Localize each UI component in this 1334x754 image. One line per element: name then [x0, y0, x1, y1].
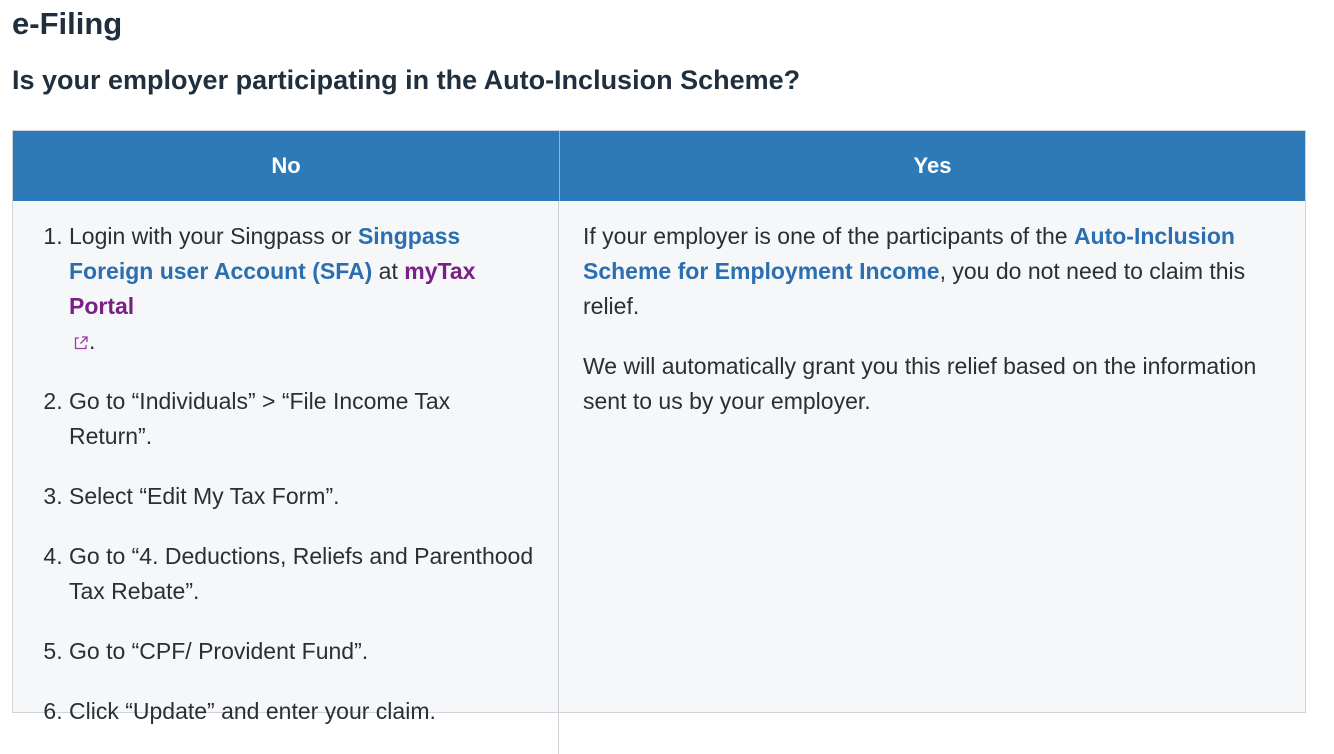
table-header-row — [13, 131, 1305, 201]
step-3: 3. Select “Edit My Tax Form”. — [69, 479, 538, 514]
yes-column — [559, 201, 1305, 754]
singpass-sfa-link[interactable]: Singpass Foreign user Account (SFA) — [69, 223, 461, 284]
mytax-portal-link[interactable]: myTax Portal — [69, 258, 476, 319]
auto-inclusion-scheme-link[interactable]: Auto-Inclusion Scheme for Employment Income — [583, 223, 1235, 284]
step-1-text-before: Login with your Singpass or — [69, 223, 358, 249]
steps-list — [13, 219, 538, 729]
step-4: 4. Go to “4. Deductions, Reliefs and Parenthood Tax Rebate”. — [69, 539, 538, 609]
step-5: 5. Go to “CPF/ Provident Fund”. — [69, 634, 538, 669]
no-column — [13, 201, 559, 754]
yes-paragraph-1 — [583, 219, 1265, 324]
efiling-table — [12, 130, 1306, 724]
yes-para1-after: , you do not need to claim this relief. — [583, 258, 1246, 319]
header-yes: Yes — [913, 153, 952, 178]
step-2: 2. Go to “Individuals” > “File Income Tax Return”. — [69, 384, 538, 454]
step-1-text-after: . — [89, 328, 96, 354]
page-title: e-Filing — [12, 6, 123, 41]
step-1 — [69, 219, 538, 359]
step-6: 6. Click “Update” and enter your claim. — [69, 694, 538, 729]
header-no: No — [13, 131, 560, 201]
yes-paragraph-2: We will automatically grant you this relief based on the information sent to us by your employer. — [583, 353, 1257, 414]
table-body-row — [13, 201, 1305, 754]
page-subtitle: Is your employer participating in the Auto-Inclusion Scheme? — [12, 65, 801, 95]
step-1-text-mid: at — [372, 258, 405, 284]
external-link-icon[interactable] — [73, 326, 89, 342]
yes-para1-before: If your employer is one of the participants of the — [583, 223, 1074, 249]
